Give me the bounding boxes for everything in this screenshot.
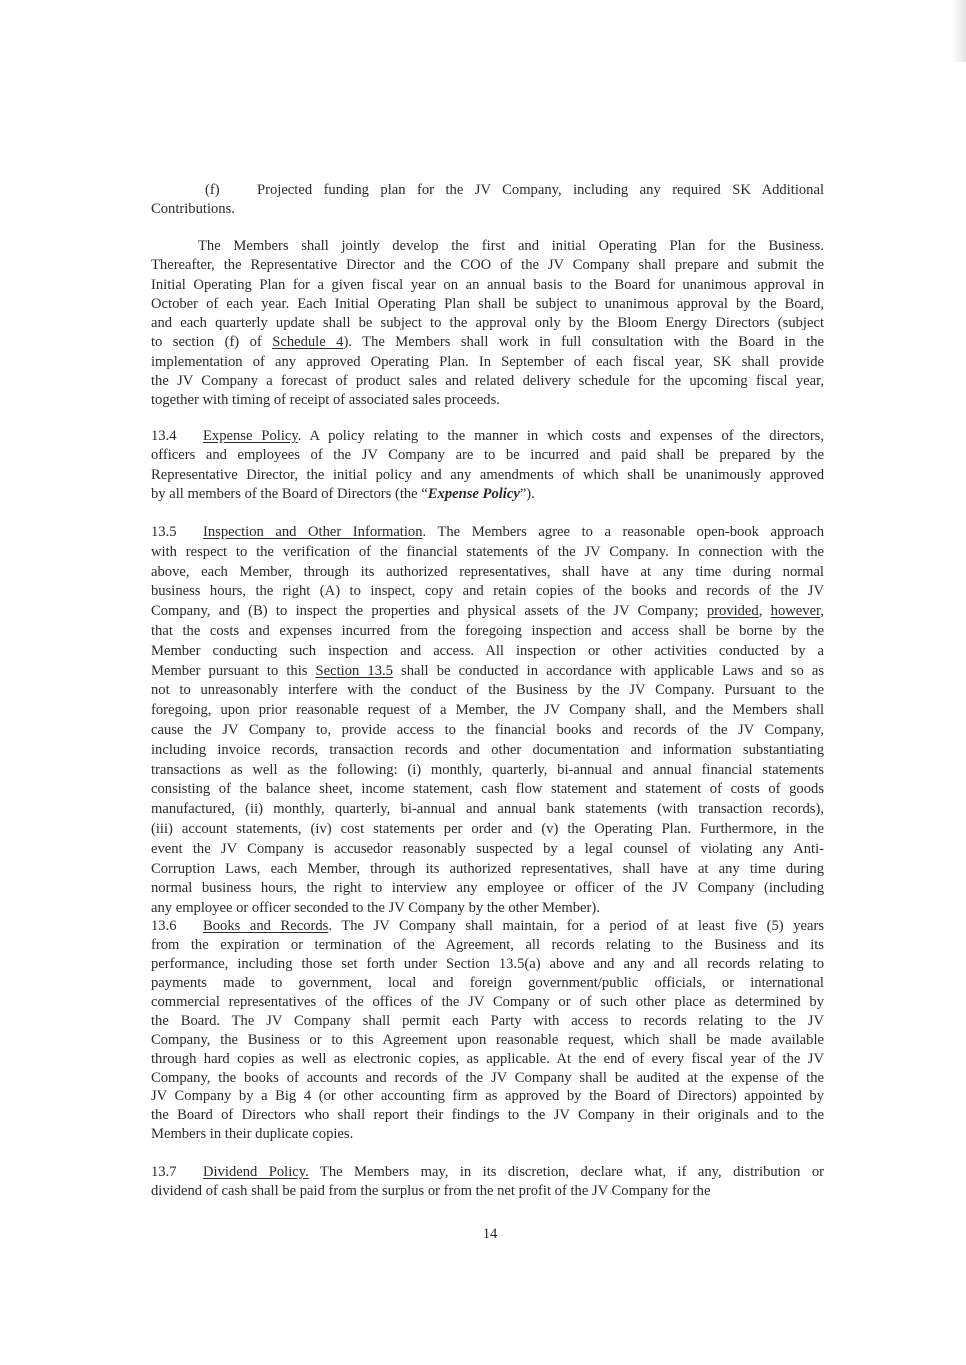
text-line xyxy=(151,372,824,391)
section-number: (f) xyxy=(205,182,220,198)
text-run: Company, and (B) to inspect the properties and physical assets of the JV Company; xyxy=(151,603,707,620)
text-line xyxy=(151,1163,824,1182)
section-13-6 xyxy=(151,917,824,1144)
underlined-term: Inspection and Other Information xyxy=(203,524,423,540)
text-line xyxy=(151,955,824,974)
text-run: Member conducting such inspection and access. All inspection or other activities conducted by a xyxy=(151,642,824,659)
text-line xyxy=(151,1087,824,1106)
text-line xyxy=(151,642,824,662)
text-run: to section (f) of xyxy=(151,334,273,351)
text-run: shall be conducted in accordance with applicable Laws and so as xyxy=(392,662,825,679)
section-13-5 xyxy=(151,523,824,919)
text-line xyxy=(151,1106,824,1125)
text-run: October of each year. Each Initial Operating Plan shall be subject to unanimous approval by the Board, xyxy=(151,295,824,312)
text-line xyxy=(151,800,824,820)
text-line xyxy=(151,1125,824,1144)
text-line xyxy=(151,879,824,899)
text-line xyxy=(151,333,824,352)
text-line xyxy=(151,701,824,721)
text-line xyxy=(151,899,824,919)
text-line xyxy=(151,1050,824,1069)
text-run: from the expiration or termination of the Agreement, all records relating to the Business and its xyxy=(151,936,824,953)
text-run: . A policy relating to the manner in which costs and expenses of the directors, xyxy=(297,428,825,444)
text-run: Contributions. xyxy=(151,201,235,218)
text-run: any employee or officer seconded to the JV Company by the other Member). xyxy=(151,900,600,917)
text-line xyxy=(151,780,824,800)
text-line xyxy=(151,1069,824,1088)
text-run: consisting of the balance sheet, income statement, cash flow statement and statement of costs of goods xyxy=(151,781,824,798)
section-13-4 xyxy=(151,427,824,504)
text-run: , xyxy=(820,603,824,620)
text-line xyxy=(151,936,824,955)
underlined-term: provided xyxy=(706,603,759,620)
text-run: transactions as well as the following: (i) monthly, quarterly, bi-annual and annual financial statements xyxy=(151,761,824,778)
item-f xyxy=(151,181,824,220)
text-line xyxy=(151,276,824,295)
text-line xyxy=(151,761,824,781)
text-line xyxy=(151,523,824,543)
text-run: The Members may, in its discretion, declare what, if any, distribution or xyxy=(308,1164,824,1180)
text-line xyxy=(151,741,824,761)
text-run: commercial representatives of the offices of the JV Company or of such other place as determined by xyxy=(151,993,824,1010)
text-line xyxy=(151,662,824,682)
text-line xyxy=(151,602,824,622)
text-run: Projected funding plan for the JV Company, including any required SK Additional xyxy=(257,182,824,198)
underlined-term: Books and Records xyxy=(203,918,329,934)
text-run: the JV Company a forecast of product sales and related delivery schedule for the upcoming fiscal year, xyxy=(151,373,824,390)
text-run: officers and employees of the JV Company are to be incurred and paid shall be prepared by the xyxy=(151,447,824,464)
text-run: by all members of the Board of Directors (the “ xyxy=(151,485,428,502)
text-run: (iii) account statements, (iv) cost statements per order and (v) the Operating Plan. Furthermore, in the xyxy=(151,820,824,837)
text-line xyxy=(151,314,824,333)
scan-edge-artifact xyxy=(952,0,966,62)
text-run: cause the JV Company to, provide access to the financial books and records of the JV Company, xyxy=(151,721,824,738)
section-number: 13.4 xyxy=(151,428,177,444)
text-line xyxy=(151,427,824,446)
text-line xyxy=(151,256,824,275)
text-line xyxy=(151,1182,824,1201)
text-run: foregoing, upon prior reasonable request of a Member, the JV Company shall, and the Members shall xyxy=(151,702,824,719)
text-line xyxy=(151,200,824,219)
section-number: 13.5 xyxy=(151,524,177,540)
text-run: performance, including those set forth under Section 13.5(a) above and any and all records relating to xyxy=(151,955,824,972)
text-line xyxy=(151,563,824,583)
section-13-7 xyxy=(151,1163,824,1202)
text-run: payments made to government, local and foreign government/public officials, or international xyxy=(151,974,824,991)
underlined-term: however xyxy=(770,603,821,620)
text-line xyxy=(151,974,824,993)
text-line xyxy=(151,237,824,256)
text-run: Company, the Business or to this Agreement upon reasonable request, which shall be made available xyxy=(151,1031,824,1048)
text-run: not to unreasonably interfere with the conduct of the Business by the JV Company. Pursuant to the xyxy=(151,682,824,699)
text-run: JV Company by a Big 4 (or other accounting firm as approved by the Board of Directors) appointed by xyxy=(151,1088,824,1105)
text-run: . The JV Company shall maintain, for a period of at least five (5) years xyxy=(328,918,824,934)
text-run: Initial Operating Plan for a given fiscal year on an annual basis to the Board for unanimous approval in xyxy=(151,276,824,293)
text-run: Corruption Laws, each Member, through its authorized representatives, shall have at any time during xyxy=(151,860,824,877)
text-line xyxy=(151,543,824,563)
text-run: through hard copies as well as electronic copies, as applicable. At the end of every fiscal year of the JV xyxy=(151,1050,824,1067)
text-run: Member pursuant to this xyxy=(151,662,316,679)
section-number: 13.6 xyxy=(151,918,177,934)
text-line xyxy=(151,181,824,200)
text-run: the Board of Directors who shall report their findings to the JV Company in their originals and to the xyxy=(151,1107,824,1124)
text-line xyxy=(151,295,824,314)
text-run: including invoice records, transaction records and other documentation and information substantiating xyxy=(151,741,824,758)
defined-term: Expense Policy xyxy=(427,485,520,502)
text-run: Representative Director, the initial policy and any amendments of which shall be unanimously approved xyxy=(151,466,824,483)
text-run: together with timing of receipt of associated sales proceeds. xyxy=(151,392,500,409)
text-run: normal business hours, the right to interview any employee or officer of the JV Company (including xyxy=(151,880,824,897)
text-run: business hours, the right (A) to inspect, copy and retain copies of the books and records of the JV xyxy=(151,583,824,600)
text-line xyxy=(151,860,824,880)
text-line xyxy=(151,993,824,1012)
operating-plan-paragraph xyxy=(151,237,824,411)
text-run: Members in their duplicate copies. xyxy=(151,1126,354,1143)
section-number: 13.7 xyxy=(151,1164,177,1180)
text-run: and each quarterly update shall be subject to the approval only by the Bloom Energy Directors (subject xyxy=(151,315,824,332)
text-line xyxy=(151,721,824,741)
text-line xyxy=(151,622,824,642)
text-run: ”). xyxy=(519,485,535,502)
text-run: event the JV Company is accusedor reasonably suspected by a legal counsel of violating any Anti- xyxy=(151,840,824,857)
text-run: with respect to the verification of the financial statements of the JV Company. In connection with the xyxy=(151,543,824,560)
text-run: above, each Member, through its authorized representatives, shall have at any time during normal xyxy=(151,563,824,580)
text-run: , xyxy=(758,603,771,620)
text-run: the Board. The JV Company shall permit each Party with access to records relating to the JV xyxy=(151,1012,824,1029)
text-line xyxy=(151,485,824,504)
text-run: The Members shall jointly develop the first and initial Operating Plan for the Business. xyxy=(198,238,824,254)
text-run: . The Members agree to a reasonable open-book approach xyxy=(422,524,824,540)
underlined-term: Dividend Policy. xyxy=(203,1164,309,1180)
text-run: ). The Members shall work in full consultation with the Board in the xyxy=(343,334,824,351)
underlined-term: Schedule 4 xyxy=(272,334,344,351)
text-line xyxy=(151,1012,824,1031)
text-line xyxy=(151,582,824,602)
text-line xyxy=(151,353,824,372)
underlined-term: Expense Policy xyxy=(203,428,298,444)
underlined-term: Section 13.5 xyxy=(315,662,393,679)
text-run: implementation of any approved Operating Plan. In September of each fiscal year, SK shall provide xyxy=(151,353,824,370)
text-line xyxy=(151,840,824,860)
text-line xyxy=(151,446,824,465)
text-run: that the costs and expenses incurred from the foregoing inspection and access shall be borne by the xyxy=(151,622,824,639)
text-run: manufactured, (ii) monthly, quarterly, bi-annual and annual bank statements (with transaction records), xyxy=(151,801,824,818)
text-line xyxy=(151,820,824,840)
text-line xyxy=(151,917,824,936)
page-number: 14 xyxy=(482,1226,498,1242)
text-run: Company, the books of accounts and records of the JV Company shall be audited at the expense of the xyxy=(151,1069,824,1086)
text-line xyxy=(151,466,824,485)
text-line xyxy=(151,681,824,701)
text-line xyxy=(151,1031,824,1050)
text-run: Thereafter, the Representative Director and the COO of the JV Company shall prepare and submit the xyxy=(151,257,824,274)
text-run: dividend of cash shall be paid from the surplus or from the net profit of the JV Company for the xyxy=(151,1183,711,1200)
text-line xyxy=(151,391,824,410)
